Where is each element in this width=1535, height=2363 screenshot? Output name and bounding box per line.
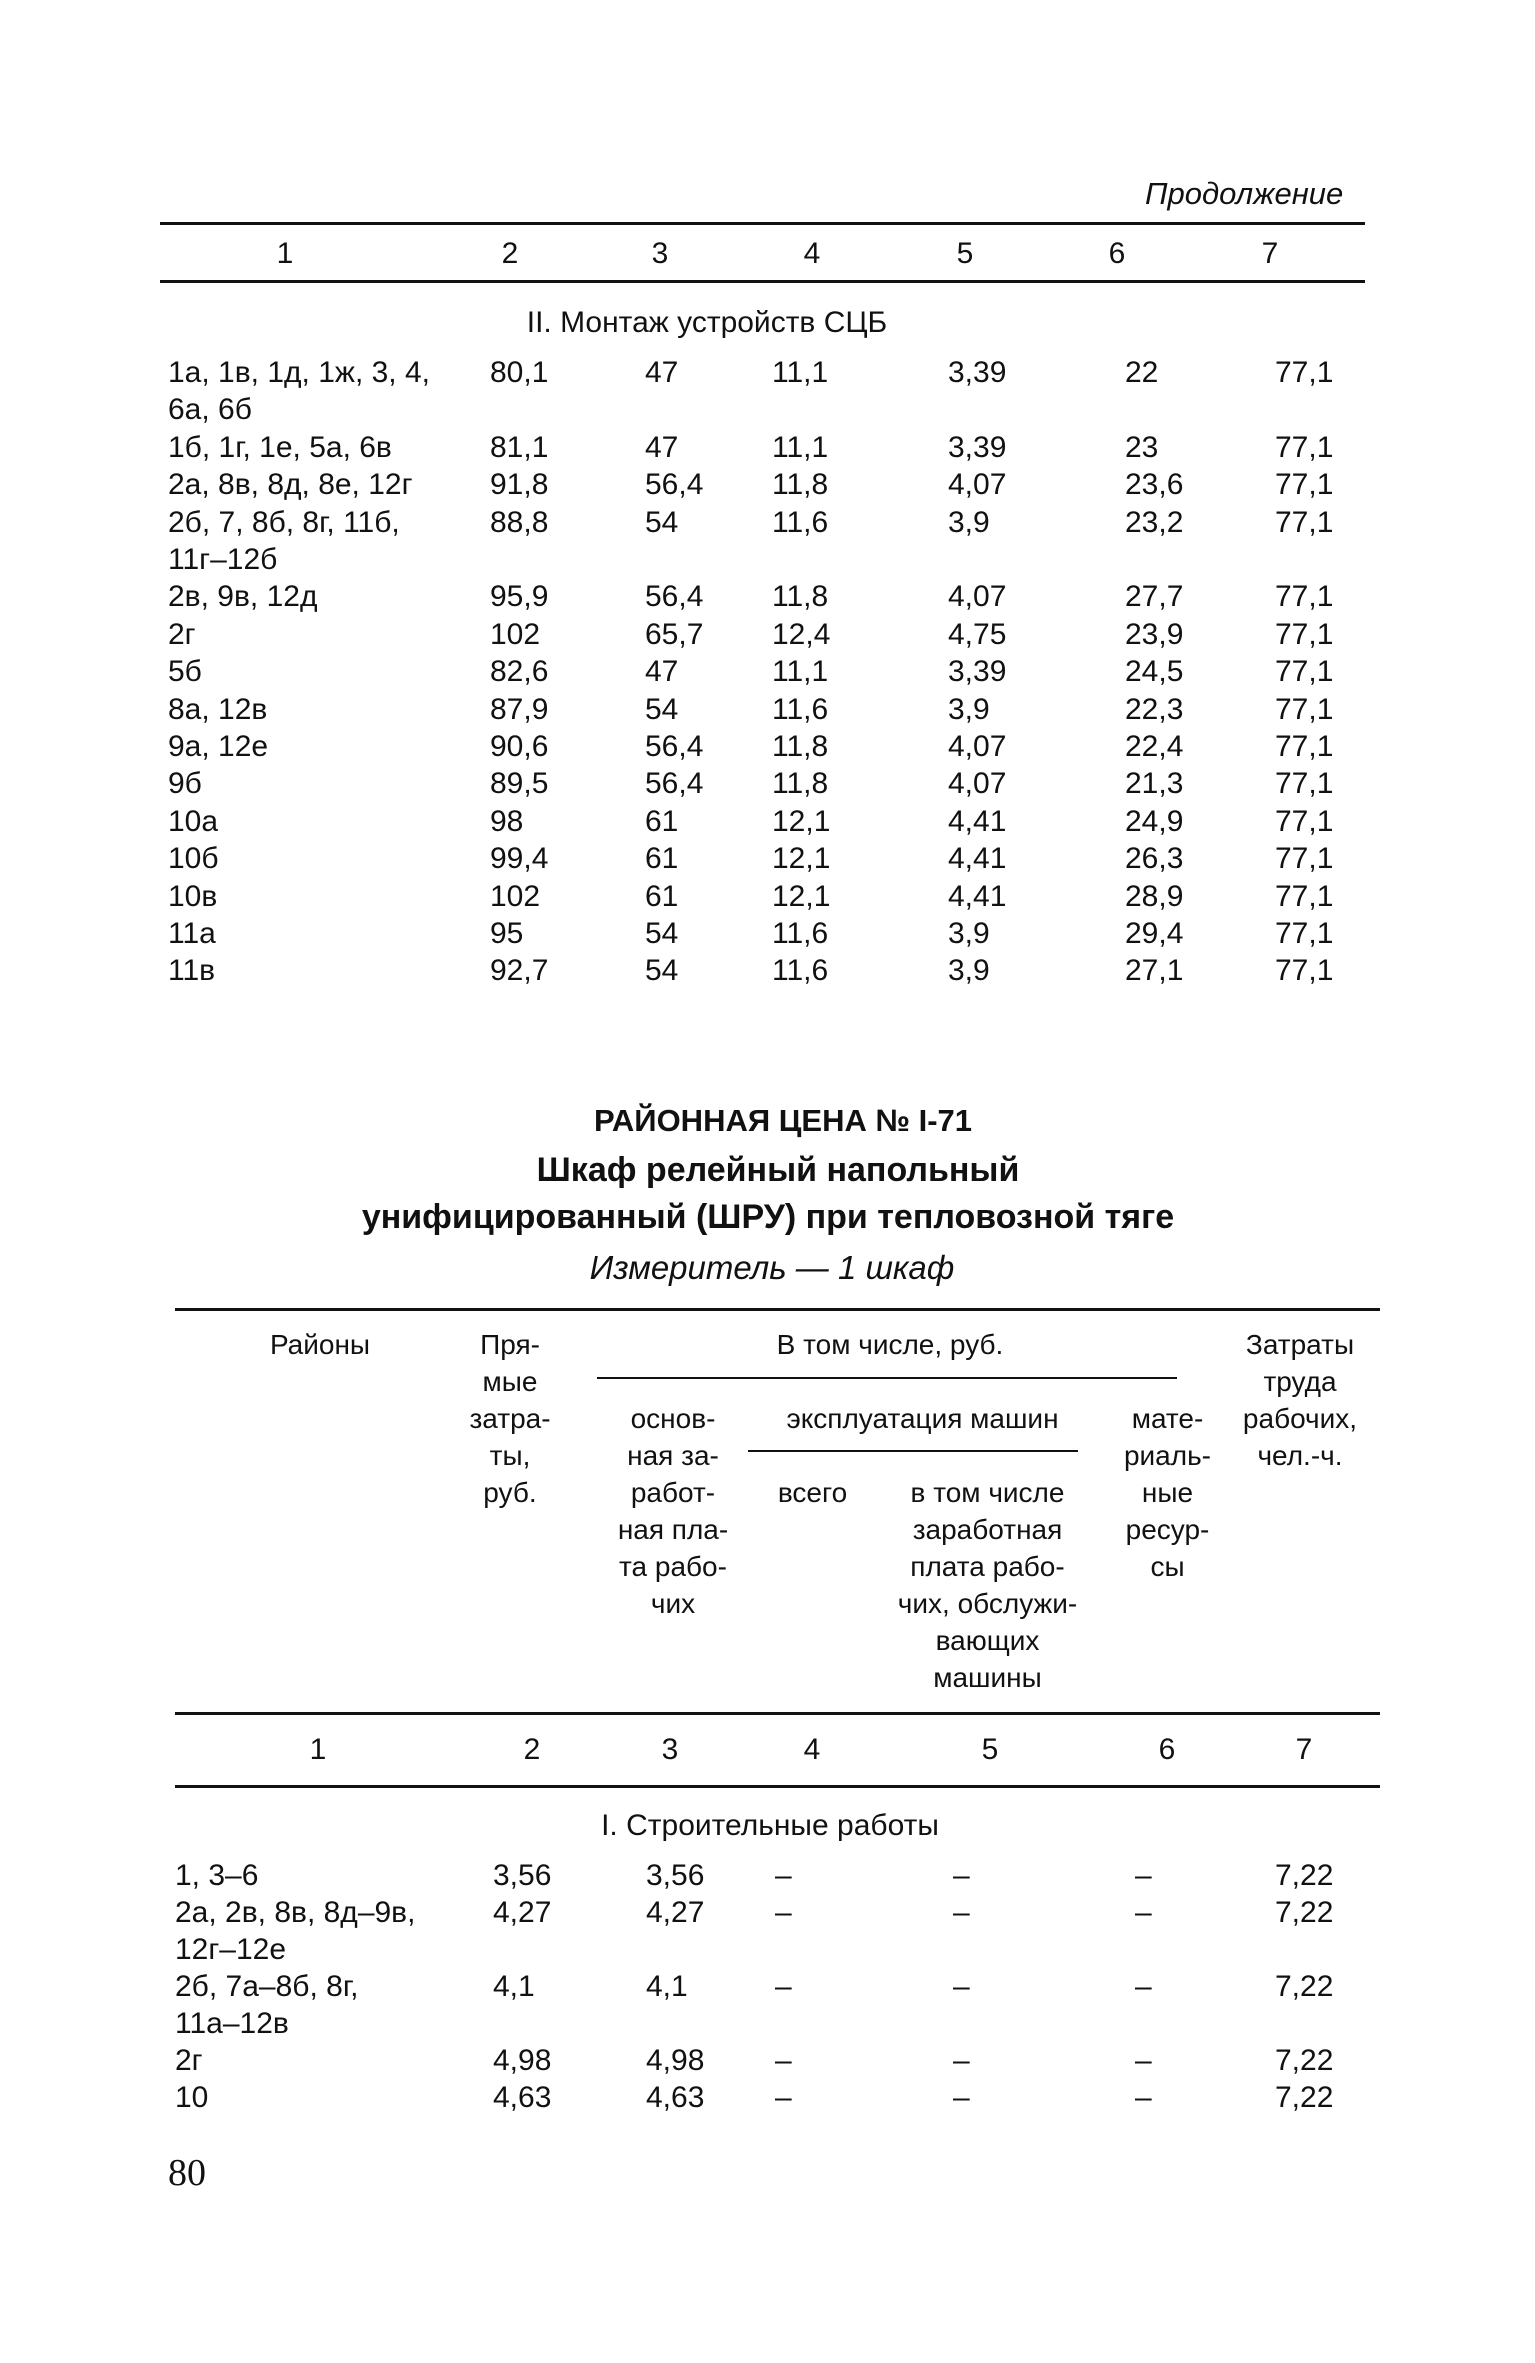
table2-row-c3: 4,63 xyxy=(646,2081,705,2114)
table2-row-district: 2б, 7а–8б, 8г, 11а–12в xyxy=(175,1970,359,2040)
table1-row-c2: 102 xyxy=(490,879,541,913)
table1-row-district: 8а, 12в xyxy=(168,692,268,726)
table1-row-c4: 11,6 xyxy=(772,692,829,726)
table2-row-c3: 4,27 xyxy=(646,1896,705,1929)
table2-row-c6: – xyxy=(1135,2044,1152,2077)
table2-row-c3: 4,1 xyxy=(646,1970,688,2003)
table1-row-c6: 23,9 xyxy=(1125,617,1184,651)
table1-row-c2: 99,4 xyxy=(490,842,549,876)
table1-row-c6: 23,2 xyxy=(1125,505,1184,539)
table1-row-c4: 11,1 xyxy=(772,356,829,389)
table1-row-c3: 47 xyxy=(645,430,679,464)
table2-row-c4: – xyxy=(775,1859,792,1892)
price-title: РАЙОННАЯ ЦЕНА № I-71 xyxy=(593,1103,973,1138)
table2-row-c2: 3,56 xyxy=(493,1859,552,1892)
table1-row-district: 9б xyxy=(168,767,202,801)
table1-row-c2: 95 xyxy=(490,917,524,950)
continuation-label: Продолжение xyxy=(1145,176,1344,211)
table1-header-rule xyxy=(160,280,1365,283)
table1-row-c4: 12,4 xyxy=(772,617,831,651)
table2-top-rule xyxy=(175,1308,1380,1311)
table1-row-c6: 23,6 xyxy=(1125,468,1184,502)
table1-row-c5: 3,39 xyxy=(948,356,1007,389)
table1-row-c6: 22,4 xyxy=(1125,730,1184,763)
table2-section-title: I. Строительные работы xyxy=(601,1809,939,1842)
table1-row-district: 5б xyxy=(168,655,202,689)
table1-row-c4: 11,6 xyxy=(772,505,829,539)
table1-row-c4: 12,1 xyxy=(772,842,831,876)
header-machine-total: всего xyxy=(777,1477,848,1508)
header-machine-wage: в том числе заработная плата рабо- чих, обслужи- вающих машины xyxy=(897,1477,1078,1693)
table1-row-c6: 21,3 xyxy=(1125,767,1184,801)
table1-row-c7: 77,1 xyxy=(1275,617,1334,651)
table2-col-number: 5 xyxy=(981,1733,999,1766)
table1-row-c7: 77,1 xyxy=(1275,356,1334,389)
table1-row-c7: 77,1 xyxy=(1275,842,1334,876)
header-districts: Районы xyxy=(269,1329,371,1360)
table1-row-c4: 11,6 xyxy=(772,917,829,950)
header-including-rule xyxy=(597,1377,1177,1379)
table1-col-number: 6 xyxy=(1108,237,1126,270)
table1-row-district: 1б, 1г, 1е, 5а, 6в xyxy=(168,430,392,464)
table2-row-district: 2г xyxy=(175,2044,203,2077)
table1-row-c4: 11,8 xyxy=(772,580,829,614)
table1-row-c5: 3,39 xyxy=(948,430,1007,464)
table1-col-number: 4 xyxy=(803,237,821,270)
table1-row-c3: 56,4 xyxy=(645,767,704,801)
table1-row-c7: 77,1 xyxy=(1275,767,1334,801)
table1-row-c4: 11,1 xyxy=(772,655,829,689)
table1-row-c4: 12,1 xyxy=(772,804,831,838)
item-title-line2: унифицированный (ШРУ) при тепловозной тяге xyxy=(361,1198,1175,1236)
table1-top-rule xyxy=(160,222,1365,225)
table1-row-c3: 54 xyxy=(645,505,679,539)
table1-row-c4: 12,1 xyxy=(772,879,831,913)
table1-row-c7: 77,1 xyxy=(1275,580,1334,614)
table2-row-c3: 4,98 xyxy=(646,2044,705,2077)
table2-row-c5: – xyxy=(953,1970,970,2003)
table1-col-number: 7 xyxy=(1261,237,1279,270)
table1-row-c3: 54 xyxy=(645,917,679,950)
table1-col-number: 3 xyxy=(651,237,669,270)
table1-row-c2: 95,9 xyxy=(490,580,549,614)
table1-row-c4: 11,8 xyxy=(772,767,829,801)
measure-label: Измеритель — 1 шкаф xyxy=(589,1249,955,1286)
table2-row-c4: – xyxy=(775,2081,792,2114)
table2-header-rule xyxy=(175,1712,1380,1715)
table1-row-c2: 87,9 xyxy=(490,692,549,726)
table1-row-c7: 77,1 xyxy=(1275,655,1334,689)
table1-row-c7: 77,1 xyxy=(1275,917,1334,950)
table1-row-district: 2а, 8в, 8д, 8е, 12г xyxy=(168,468,413,502)
table1-row-c5: 4,75 xyxy=(948,617,1007,651)
table1-row-c5: 3,9 xyxy=(948,505,990,539)
table2-col-number: 1 xyxy=(309,1733,327,1766)
table2-col-number: 4 xyxy=(803,1733,821,1766)
table1-row-district: 10в xyxy=(168,879,218,913)
table2-row-c4: – xyxy=(775,1896,792,1929)
table1-row-c6: 29,4 xyxy=(1125,917,1184,950)
table2-row-c7: 7,22 xyxy=(1275,2044,1334,2077)
table1-row-district: 11в xyxy=(168,954,216,988)
table1-row-c2: 89,5 xyxy=(490,767,549,801)
table1-row-c7: 77,1 xyxy=(1275,468,1334,502)
table1-row-c2: 80,1 xyxy=(490,356,549,389)
table1-row-c5: 3,9 xyxy=(948,917,990,950)
table1-row-c7: 77,1 xyxy=(1275,692,1334,726)
table1-row-c2: 98 xyxy=(490,804,524,838)
table2-row-c2: 4,98 xyxy=(493,2044,552,2077)
table1-row-c5: 4,07 xyxy=(948,580,1007,614)
table1-row-c6: 24,9 xyxy=(1125,804,1184,838)
table1-row-c3: 61 xyxy=(645,842,679,876)
table1-row-district: 2б, 7, 8б, 8г, 11б, 11г–12б xyxy=(168,505,400,576)
table2-row-c2: 4,1 xyxy=(493,1970,535,2003)
page-number: 80 xyxy=(168,2152,206,2194)
table1-section-title: II. Монтаж устройств СЦБ xyxy=(526,306,888,339)
table1-row-c6: 22 xyxy=(1125,356,1159,389)
table2-row-c7: 7,22 xyxy=(1275,1859,1334,1892)
table2-row-district: 2а, 2в, 8в, 8д–9в, 12г–12е xyxy=(175,1896,416,1966)
table1-col-number: 5 xyxy=(956,237,974,270)
table1-row-c2: 90,6 xyxy=(490,730,549,763)
table1-row-c7: 77,1 xyxy=(1275,804,1334,838)
table2-row-c5: – xyxy=(953,1896,970,1929)
table1-row-c5: 4,07 xyxy=(948,468,1007,502)
table1-row-district: 10а xyxy=(168,804,219,838)
table1-row-c3: 54 xyxy=(645,954,679,988)
table2-row-c4: – xyxy=(775,1970,792,2003)
table1-row-c2: 91,8 xyxy=(490,468,549,502)
table1-row-c2: 88,8 xyxy=(490,505,549,539)
table1-col-number: 2 xyxy=(501,237,519,270)
table2-row-c3: 3,56 xyxy=(646,1859,705,1892)
table1-row-c5: 4,07 xyxy=(948,730,1007,763)
table1-row-c3: 56,4 xyxy=(645,468,704,502)
table2-row-c2: 4,63 xyxy=(493,2081,552,2114)
header-machine-operation: эксплуатация машин xyxy=(786,1403,1059,1434)
table2-row-c5: – xyxy=(953,1859,970,1892)
table1-row-c5: 4,41 xyxy=(948,879,1007,913)
table1-row-c3: 54 xyxy=(645,692,679,726)
table2-row-c6: – xyxy=(1135,1896,1152,1929)
table1-row-c6: 22,3 xyxy=(1125,692,1184,726)
table1-row-c2: 81,1 xyxy=(490,430,549,464)
table1-row-c4: 11,6 xyxy=(772,954,829,988)
table1-row-c5: 4,41 xyxy=(948,804,1007,838)
table2-row-district: 1, 3–6 xyxy=(175,1859,259,1892)
table1-row-c4: 11,8 xyxy=(772,730,829,763)
header-direct-costs: Пря- мые затра- ты, руб. xyxy=(469,1329,551,1508)
table2-col-number: 6 xyxy=(1158,1733,1176,1766)
table1-row-district: 11а xyxy=(168,917,216,950)
table2-row-c7: 7,22 xyxy=(1275,1896,1334,1929)
table2-row-c5: – xyxy=(953,2044,970,2077)
table1-row-c6: 27,1 xyxy=(1125,954,1184,988)
item-title-line1: Шкаф релейный напольный xyxy=(536,1151,1020,1189)
table2-col-number: 2 xyxy=(523,1733,541,1766)
table2-row-c6: – xyxy=(1135,1859,1152,1892)
table1-row-c7: 77,1 xyxy=(1275,505,1334,539)
table1-row-district: 2в, 9в, 12д xyxy=(168,580,318,614)
header-materials: мате- риаль- ные ресур- сы xyxy=(1123,1403,1212,1582)
table1-row-c2: 82,6 xyxy=(490,655,549,689)
table2-row-c6: – xyxy=(1135,2081,1152,2114)
table2-row-c2: 4,27 xyxy=(493,1896,552,1929)
table1-row-c5: 4,07 xyxy=(948,767,1007,801)
header-including: В том числе, руб. xyxy=(776,1329,1004,1360)
table1-row-c3: 56,4 xyxy=(645,580,704,614)
table1-row-c3: 61 xyxy=(645,879,679,913)
table1-row-c4: 11,8 xyxy=(772,468,829,502)
table1-row-c6: 26,3 xyxy=(1125,842,1184,876)
table1-row-c6: 23 xyxy=(1125,430,1159,464)
header-machine-rule xyxy=(748,1450,1078,1452)
table1-row-c3: 65,7 xyxy=(645,617,704,651)
table1-row-c5: 4,41 xyxy=(948,842,1007,876)
table1-row-c6: 24,5 xyxy=(1125,655,1184,689)
table1-row-c3: 56,4 xyxy=(645,730,704,763)
table1-row-c2: 92,7 xyxy=(490,954,549,988)
table2-col-number: 3 xyxy=(661,1733,679,1766)
table1-row-district: 1а, 1в, 1д, 1ж, 3, 4, 6а, 6б xyxy=(168,356,430,427)
table1-row-district: 2г xyxy=(168,617,196,651)
table2-row-c7: 7,22 xyxy=(1275,1970,1334,2003)
table1-row-c2: 102 xyxy=(490,617,541,651)
table1-row-c5: 3,39 xyxy=(948,655,1007,689)
table2-row-c4: – xyxy=(775,2044,792,2077)
table1-row-c4: 11,1 xyxy=(772,430,829,464)
table2-colnum-rule xyxy=(175,1785,1380,1788)
table1-row-c7: 77,1 xyxy=(1275,730,1334,763)
table1-row-c5: 3,9 xyxy=(948,954,990,988)
table1-row-c7: 77,1 xyxy=(1275,430,1334,464)
table1-row-district: 9а, 12е xyxy=(168,730,269,763)
table1-row-c7: 77,1 xyxy=(1275,954,1334,988)
table2-row-c5: – xyxy=(953,2081,970,2114)
table1-row-c6: 28,9 xyxy=(1125,879,1184,913)
table1-row-c6: 27,7 xyxy=(1125,580,1184,614)
table1-row-c7: 77,1 xyxy=(1275,879,1334,913)
table1-row-c3: 61 xyxy=(645,804,679,838)
header-labor: Затраты труда рабочих, чел.-ч. xyxy=(1242,1329,1358,1471)
header-basic-wage: основ- ная за- работ- ная пла- та рабо- чих xyxy=(617,1403,729,1619)
table2-col-number: 7 xyxy=(1295,1733,1313,1766)
table1-row-district: 10б xyxy=(168,842,219,876)
table2-row-district: 10 xyxy=(175,2081,209,2114)
table1-row-c5: 3,9 xyxy=(948,692,990,726)
table1-row-c3: 47 xyxy=(645,356,679,389)
table2-row-c7: 7,22 xyxy=(1275,2081,1334,2114)
table1-col-number: 1 xyxy=(276,237,294,270)
table2-row-c6: – xyxy=(1135,1970,1152,2003)
table1-row-c3: 47 xyxy=(645,655,679,689)
